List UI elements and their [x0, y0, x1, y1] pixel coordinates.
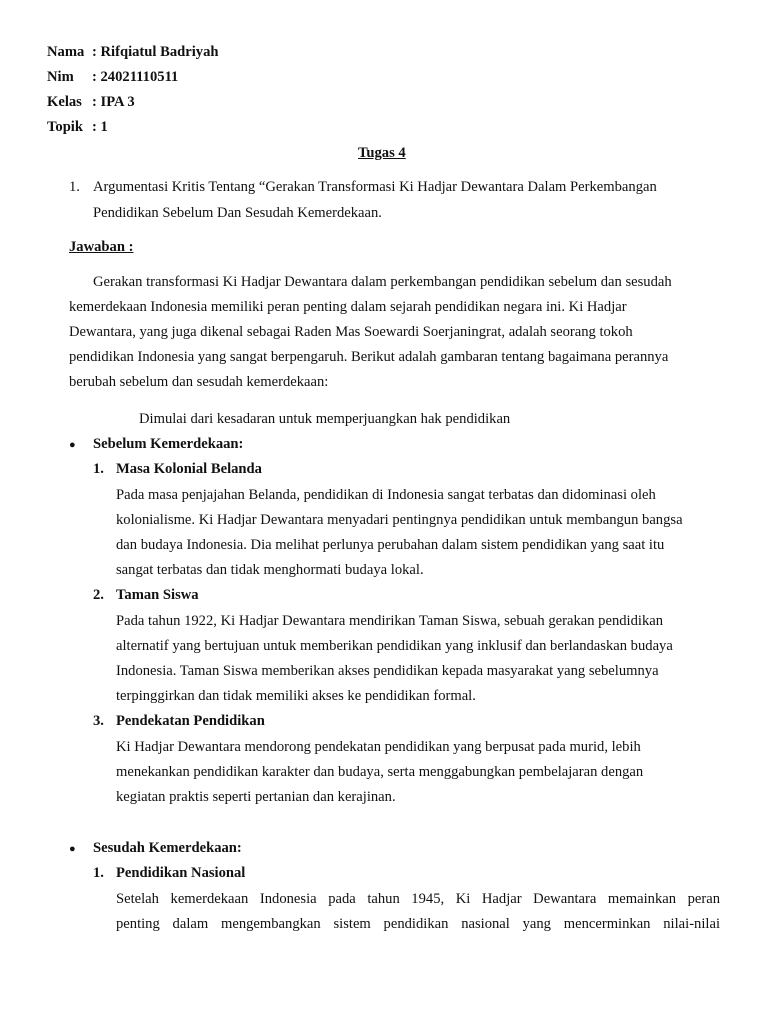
item-line: terpinggirkan dan tidak memiliki akses ke pendidikan formal. [116, 688, 476, 704]
intro-line: berubah sebelum dan sesudah kemerdekaan: [69, 374, 329, 390]
item-line: menekankan pendidikan karakter dan budaya, serta menggabungkan pembelajaran dengan [116, 764, 644, 780]
header-value-nama: : Rifqiatul Badriyah [92, 44, 219, 60]
item-line: Indonesia. Taman Siswa memberikan akses pendidikan kepada masyarakat yang sebelumnya [116, 663, 659, 679]
section-subtitle: Dimulai dari kesadaran untuk memperjuangkan hak pendidikan [139, 411, 511, 427]
item-number: 1. [93, 461, 104, 477]
item-title: Taman Siswa [116, 587, 199, 603]
question-number: 1. [69, 179, 80, 195]
header-value-nim: : 24021110511 [92, 69, 179, 85]
item-line: dan budaya Indonesia. Dia melihat perlunya perubahan dalam sistem pendidikan yang saat itu [116, 537, 665, 553]
item-title: Pendidikan Nasional [116, 865, 246, 881]
item-line: Setelah kemerdekaan Indonesia pada tahun 1945, Ki Hadjar Dewantara memainkan peran [116, 891, 720, 907]
header-label-nama: Nama [47, 44, 85, 60]
header-value-kelas: : IPA 3 [92, 94, 135, 110]
item-line: kolonialisme. Ki Hadjar Dewantara menyadari pentingnya pendidikan untuk membangun bangsa [116, 512, 683, 528]
item-title: Masa Kolonial Belanda [116, 461, 262, 477]
question-line-1: Argumentasi Kritis Tentang “Gerakan Transformasi Ki Hadjar Dewantara Dalam Perkembangan [93, 179, 657, 195]
item-line: Pada masa penjajahan Belanda, pendidikan di Indonesia sangat terbatas dan didominasi oleh [116, 487, 656, 503]
header-label-nim: Nim [47, 69, 74, 85]
intro-line: pendidikan Indonesia yang sangat berpengaruh. Berikut adalah gambaran tentang bagaimana perannya [69, 349, 669, 365]
section-heading-before: Sebelum Kemerdekaan: [93, 436, 244, 452]
item-line: kegiatan praktis seperti pertanian dan kerajinan. [116, 789, 396, 805]
question-line-2: Pendidikan Sebelum Dan Sesudah Kemerdekaan. [93, 205, 382, 221]
answer-label: Jawaban : [69, 239, 134, 255]
item-line: alternatif yang bertujuan untuk memberikan pendidikan yang inklusif dan berlandaskan budaya [116, 638, 673, 654]
header-label-topik: Topik [47, 119, 83, 135]
item-line: Ki Hadjar Dewantara mendorong pendekatan pendidikan yang berpusat pada murid, lebih [116, 739, 641, 755]
item-title: Pendekatan Pendidikan [116, 713, 265, 729]
header-value-topik: : 1 [92, 119, 108, 135]
item-number: 3. [93, 713, 104, 729]
item-number: 1. [93, 865, 104, 881]
header-label-kelas: Kelas [47, 94, 82, 110]
intro-line: kemerdekaan Indonesia memiliki peran penting dalam sejarah pendidikan negara ini. Ki Hadjar [69, 299, 627, 315]
bullet-icon: ● [69, 843, 76, 855]
section-heading-after: Sesudah Kemerdekaan: [93, 840, 242, 856]
intro-line: Gerakan transformasi Ki Hadjar Dewantara dalam perkembangan pendidikan sebelum dan sesudah [93, 274, 672, 290]
item-line: sangat terbatas dan tidak menghormati budaya lokal. [116, 562, 424, 578]
page-title: Tugas 4 [358, 145, 406, 161]
item-line: penting dalam mengembangkan sistem pendidikan nasional yang mencerminkan nilai-nilai [116, 916, 720, 932]
bullet-icon: ● [69, 439, 76, 451]
item-number: 2. [93, 587, 104, 603]
intro-line: Dewantara, yang juga dikenal sebagai Raden Mas Soewardi Soerjaningrat, adalah seorang tokoh [69, 324, 633, 340]
item-line: Pada tahun 1922, Ki Hadjar Dewantara mendirikan Taman Siswa, sebuah gerakan pendidikan [116, 613, 664, 629]
